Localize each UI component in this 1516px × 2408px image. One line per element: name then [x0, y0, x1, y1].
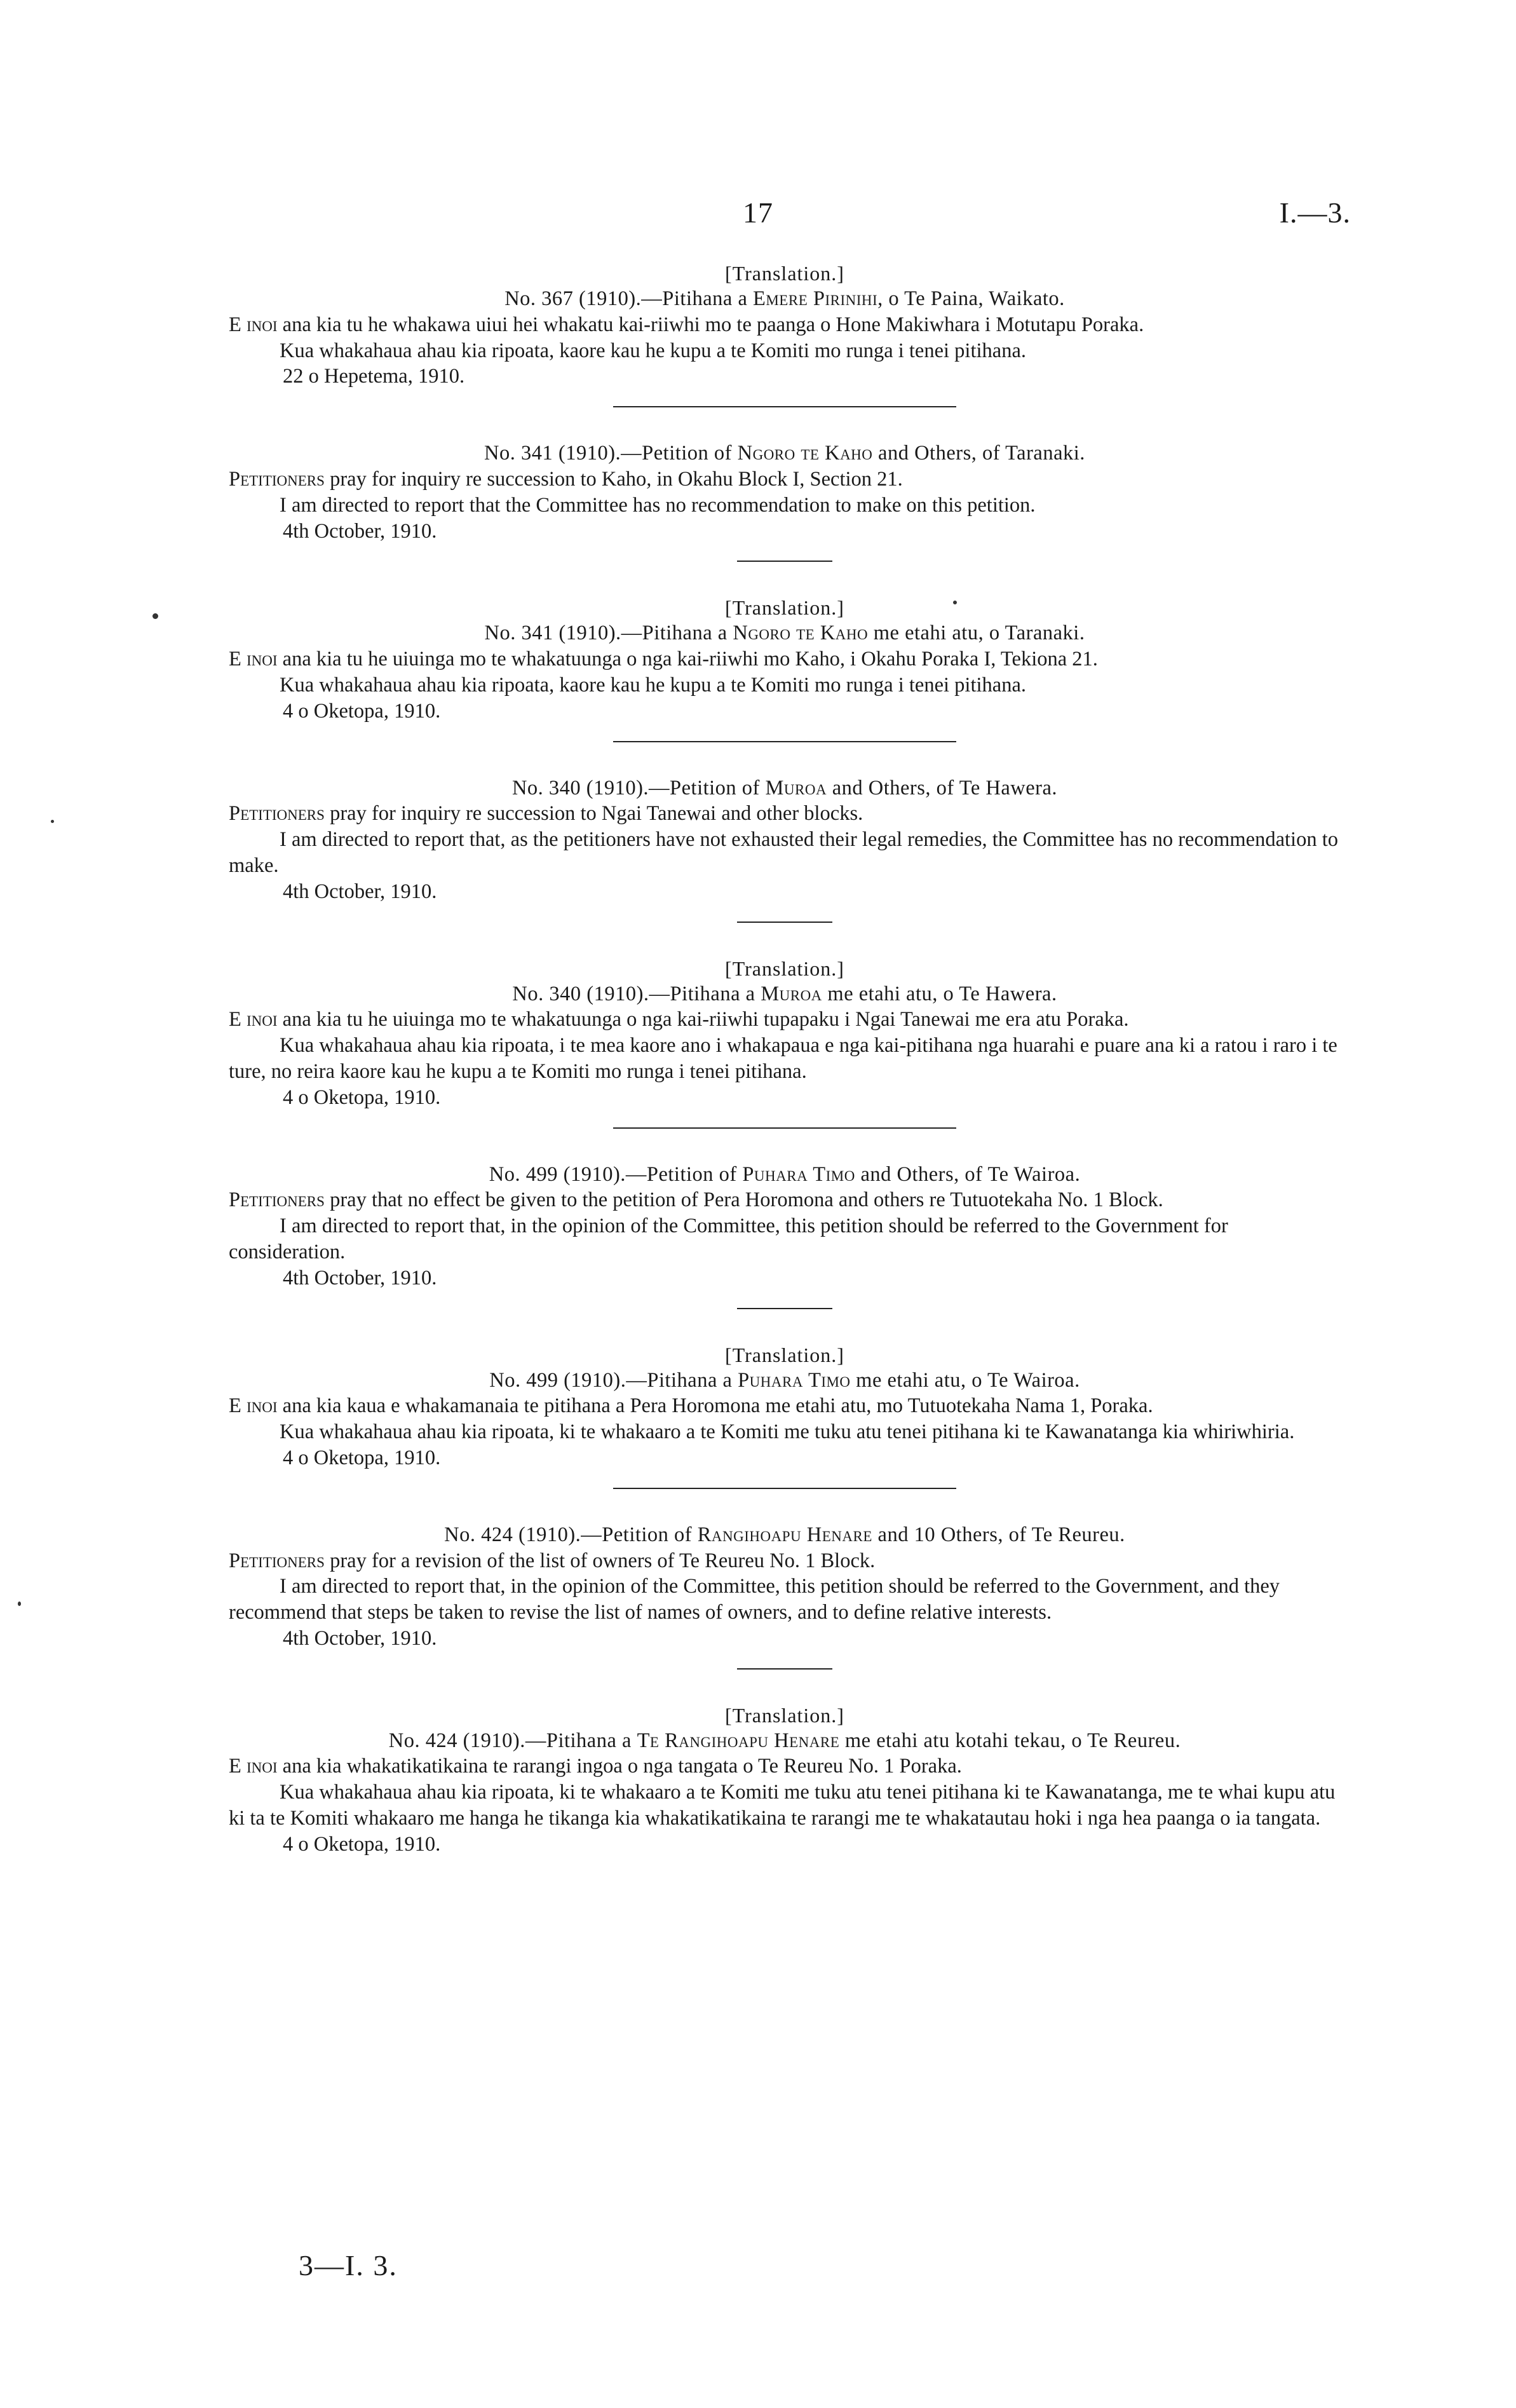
scan-speck: [953, 601, 957, 604]
committee-report: Kua whakahaua ahau kia ripoata, ki te whakaaro a te Komiti me tuku atu tenei pitihana ki te Kawanatanga, me te whai kupu atu ki ta te Komiti whakaaro me hanga he tikanga kia whakatikatikaina te rarangi me te whakatautau hoki i nga hea paanga o ia tangata.: [229, 1781, 1336, 1830]
title-suffix: and Others, of Te Wairoa.: [855, 1162, 1081, 1186]
scan-speck: [18, 1602, 21, 1606]
prayer-lead: Petitioners: [229, 467, 325, 491]
scan-speck: [51, 820, 54, 823]
petition-prayer: [229, 1393, 1341, 1419]
petition-prayer: [229, 1187, 1341, 1213]
prayer-lead: E inoi: [229, 313, 278, 336]
title-prefix: No. 340 (1910).—Petition of: [511, 776, 766, 799]
committee-report: I am directed to report that the Committee has no recommendation to make on this petition.: [280, 493, 1036, 517]
petition-title: [229, 1162, 1341, 1188]
title-suffix: , o Te Paina, Waikato.: [877, 287, 1065, 310]
petitioner-name: Puhara Timo: [738, 1368, 851, 1392]
report-date: 4 o Oketopa, 1910.: [283, 1085, 441, 1109]
report-date: 4th October, 1910.: [283, 519, 437, 543]
report-date: 4th October, 1910.: [283, 880, 437, 903]
title-prefix: No. 341 (1910).—Pitihana a: [484, 622, 733, 645]
petition-prayer: [229, 1007, 1341, 1033]
prayer-lead: E inoi: [229, 1008, 278, 1031]
report-date: 22 o Hepetema, 1910.: [283, 365, 465, 388]
title-prefix: No. 424 (1910).—Pitihana a: [388, 1729, 637, 1752]
petition-title: [229, 620, 1341, 646]
petitioner-name: Muroa: [765, 776, 827, 799]
prayer-text: ana kia whakatikatikaina te rarangi ingoa o nga tangata o Te Reureu No. 1 Poraka.: [277, 1755, 962, 1778]
title-prefix: No. 340 (1910).—Pitihana a: [512, 982, 761, 1005]
petition-prayer: [229, 1548, 1341, 1574]
committee-report: I am directed to report that, in the opinion of the Committee, this petition should be referred to the Government, and they recommend that steps be taken to revise the list of names of owners, and to define relative interests.: [229, 1575, 1280, 1624]
committee-report: I am directed to report that, in the opinion of the Committee, this petition should be referred to the Government for consideration.: [229, 1214, 1228, 1263]
petition-title: [229, 286, 1341, 312]
translation-heading: [Translation.]: [725, 596, 844, 620]
prayer-text: pray that no effect be given to the petition of Pera Horomona and others re Tutuotekaha No. 1 Block.: [324, 1188, 1163, 1212]
prayer-text: pray for inquiry re succession to Ngai Tanewai and other blocks.: [324, 802, 863, 826]
document-body: [229, 261, 1341, 1858]
signature-mark: 3—I. 3.: [299, 2249, 398, 2282]
title-prefix: No. 341 (1910).—Petition of: [484, 442, 738, 465]
petitioner-name: Ngoro te Kaho: [737, 442, 873, 465]
title-prefix: No. 499 (1910).—Petition of: [489, 1162, 743, 1186]
petitioner-name: Ngoro te Kaho: [733, 622, 869, 645]
committee-report: Kua whakahaua ahau kia ripoata, ki te whakaaro a te Komiti me tuku atu tenei pitihana ki te Kawanatanga kia whiriwhiria.: [280, 1420, 1295, 1444]
title-suffix: me etahi atu, o Taranaki.: [868, 622, 1085, 645]
title-suffix: me etahi atu, o Te Wairoa.: [850, 1368, 1080, 1392]
report-date: 4th October, 1910.: [283, 1626, 437, 1650]
title-prefix: No. 367 (1910).—Pitihana a: [504, 287, 753, 310]
title-prefix: No. 499 (1910).—Pitihana a: [489, 1368, 738, 1392]
page-number: 17: [743, 196, 773, 229]
report-date: 4th October, 1910.: [283, 1266, 437, 1289]
prayer-text: ana kia tu he uiuinga mo te whakatuunga o nga kai-riiwhi tupapaku i Ngai Tanewai me era atu Poraka.: [277, 1008, 1129, 1031]
prayer-lead: Petitioners: [229, 1188, 325, 1212]
scan-speck: [152, 613, 158, 619]
petition-prayer: [229, 312, 1341, 338]
translation-heading: [Translation.]: [725, 956, 844, 980]
paper-reference: I.—3.: [1279, 196, 1351, 229]
petition-title: [229, 775, 1341, 801]
prayer-text: pray for a revision of the list of owners of Te Reureu No. 1 Block.: [324, 1549, 876, 1572]
petition-prayer: [229, 801, 1341, 827]
prayer-text: pray for inquiry re succession to Kaho, in Okahu Block I, Section 21.: [324, 467, 903, 491]
title-suffix: me etahi atu, o Te Hawera.: [822, 982, 1057, 1005]
petition-title: [229, 1368, 1341, 1394]
petitioner-name: Te Rangihoapu Henare: [637, 1729, 840, 1752]
report-date: 4 o Oketopa, 1910.: [283, 1446, 441, 1469]
petition-title: [229, 1728, 1341, 1754]
petition-title: [229, 981, 1341, 1007]
translation-heading: [Translation.]: [725, 1703, 844, 1727]
petition-prayer: [229, 466, 1341, 493]
prayer-lead: E inoi: [229, 1755, 278, 1778]
prayer-text: ana kia tu he uiuinga mo te whakatuunga o nga kai-riiwhi mo Kaho, i Okahu Poraka I, Tekiona 21.: [277, 648, 1098, 671]
prayer-lead: Petitioners: [229, 1549, 325, 1572]
title-prefix: No. 424 (1910).—Petition of: [444, 1523, 698, 1546]
prayer-text: ana kia tu he whakawa uiui hei whakatu kai-riiwhi mo te paanga o Hone Makiwhara i Motutapu Poraka.: [277, 313, 1144, 336]
report-date: 4 o Oketopa, 1910.: [283, 1832, 441, 1856]
petitioner-name: Puhara Timo: [742, 1162, 855, 1186]
translation-heading: [Translation.]: [725, 262, 844, 285]
committee-report: Kua whakahaua ahau kia ripoata, kaore kau he kupu a te Komiti mo runga i tenei pitihana.: [280, 673, 1026, 697]
title-suffix: and 10 Others, of Te Reureu.: [872, 1523, 1125, 1546]
petition-title: [229, 440, 1341, 466]
petitioner-name: Emere Pirinihi: [753, 287, 878, 310]
petition-prayer: [229, 646, 1341, 672]
committee-report: I am directed to report that, as the petitioners have not exhausted their legal remedies, the Committee has no recommendation to make.: [229, 828, 1338, 877]
title-suffix: me etahi atu kotahi tekau, o Te Reureu.: [839, 1729, 1181, 1752]
petition-prayer: [229, 1753, 1341, 1779]
prayer-lead: Petitioners: [229, 802, 325, 826]
committee-report: Kua whakahaua ahau kia ripoata, i te mea kaore ano i whakapaua e nga kai-pitihana nga huarahi e puare ana ki a ratou i raro i te ture, no reira kaore kau he kupu a te Komiti mo runga i tenei pitihana.: [229, 1034, 1337, 1083]
petitioner-name: Rangihoapu Henare: [697, 1523, 872, 1546]
petition-title: [229, 1522, 1341, 1548]
title-suffix: and Others, of Taranaki.: [872, 442, 1085, 465]
title-suffix: and Others, of Te Hawera.: [827, 776, 1058, 799]
translation-heading: [Translation.]: [725, 1343, 844, 1366]
prayer-lead: E inoi: [229, 648, 278, 671]
report-date: 4 o Oketopa, 1910.: [283, 699, 441, 723]
committee-report: Kua whakahaua ahau kia ripoata, kaore kau he kupu a te Komiti mo runga i tenei pitihana.: [280, 339, 1026, 362]
prayer-text: ana kia kaua e whakamanaia te pitihana a Pera Horomona me etahi atu, mo Tutuotekaha Nama 1, Poraka.: [277, 1394, 1153, 1418]
prayer-lead: E inoi: [229, 1394, 278, 1418]
petitioner-name: Muroa: [761, 982, 822, 1005]
